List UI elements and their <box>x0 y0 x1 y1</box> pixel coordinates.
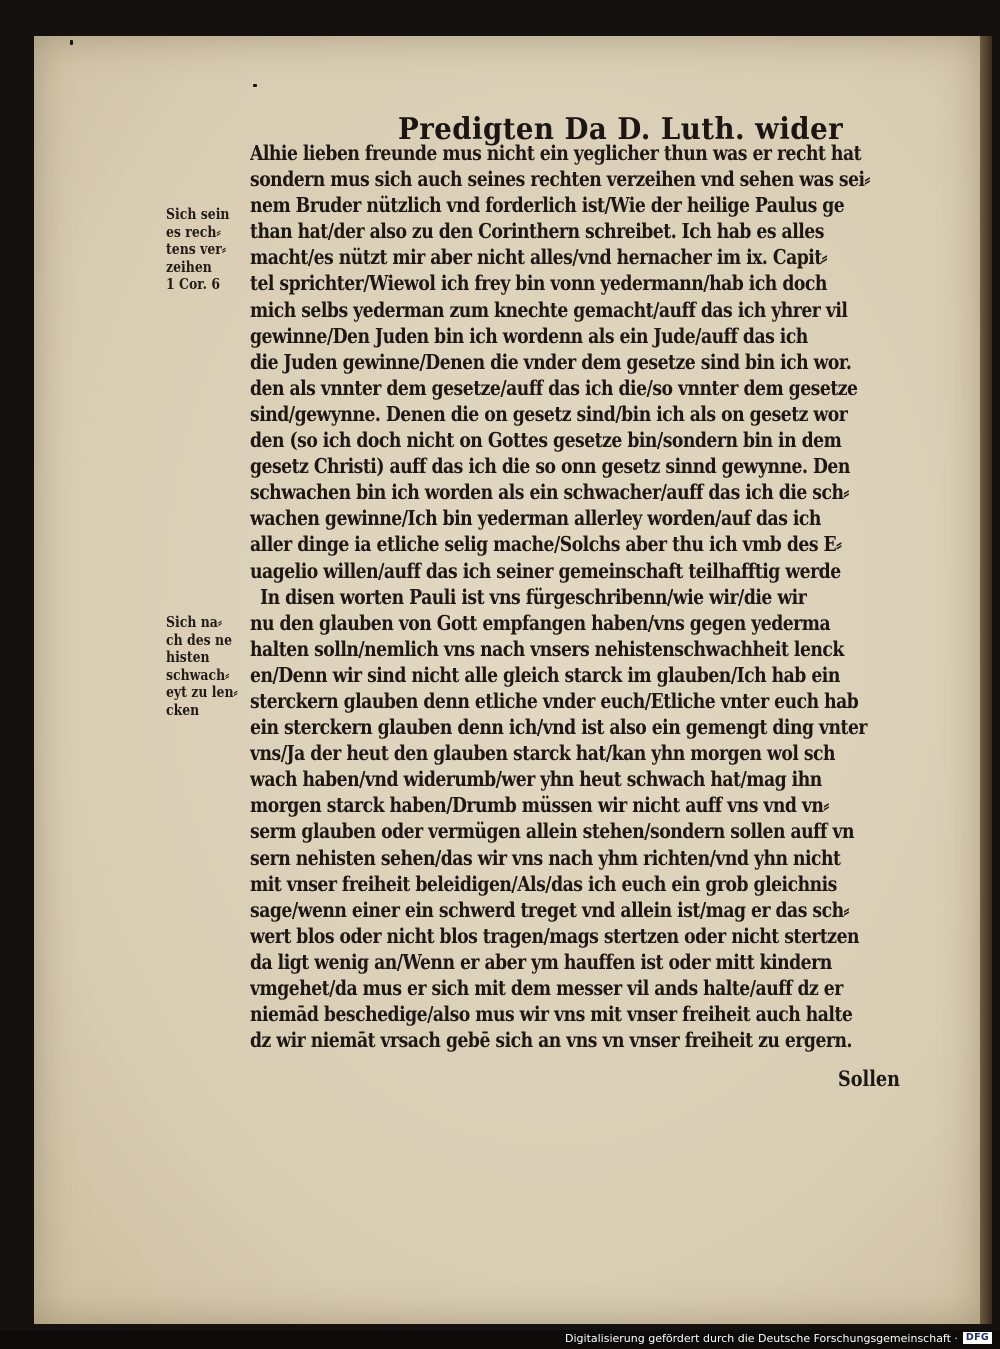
marginal-line: eyt zu len⸗ <box>166 684 238 701</box>
running-head: Predigten Da D. Luth. wider <box>398 112 844 147</box>
text-line: uagelio willen/auff das ich seiner gemeinschaft teilhafftig werde <box>250 558 841 583</box>
text-line: nu den glauben von Gott empfangen haben/vns gegen yederma <box>250 610 831 635</box>
text-line: In disen worten Pauli ist vns fürgeschribenn/wie wir/die wir <box>260 584 807 609</box>
text-line: macht/es nützt mir aber nicht alles/vnd hernacher im ix. Capit⸗ <box>250 245 828 270</box>
marginal-line: zeihen <box>166 258 212 276</box>
text-line: tel sprichter/Wiewol ich frey bin vonn yedermann/hab ich doch <box>250 271 827 296</box>
main-text-block <box>250 140 915 1053</box>
text-line: aller dinge ia etliche selig mache/Solchs aber thu ich vmb des E⸗ <box>250 532 842 557</box>
dfg-logo: DFG <box>963 1332 992 1344</box>
funding-credit: Digitalisierung gefördert durch die Deutsche Forschungsgemeinschaft · <box>565 1331 958 1345</box>
marginal-line: Sich na⸗ <box>166 614 223 631</box>
text-line: vns/Ja der heut den glauben starck hat/kan yhn morgen wol sch <box>250 741 836 766</box>
marginal-line: tens ver⸗ <box>166 241 227 258</box>
page-edge <box>980 36 992 1324</box>
text-line: da ligt wenig an/Wenn er aber ym hauffen ist oder mitt kindern <box>250 949 832 974</box>
text-line: gewinne/Den Juden bin ich wordenn als ein Jude/auff das ich <box>250 323 808 348</box>
ink-speck <box>253 84 257 87</box>
text-line: mich selbs yederman zum knechte gemacht/auff das ich yhrer vil <box>250 297 848 322</box>
text-line: wert blos oder nicht blos tragen/mags stertzen oder nicht stertzen <box>250 923 860 948</box>
marginal-line: ch des ne <box>166 631 233 649</box>
catchword: Sollen <box>838 1066 900 1091</box>
marginal-line: es rech⸗ <box>166 223 221 241</box>
marginal-line: Sich sein <box>166 206 230 223</box>
text-line: niemād beschedige/also mus wir vns mit vnser freiheit auch halte <box>250 1002 853 1027</box>
text-line: sondern mus sich auch seines rechten verzeihen vnd sehen was sei⸗ <box>250 167 870 192</box>
marginal-line: 1 Cor. 6 <box>166 276 221 293</box>
text-line: den als vnnter dem gesetze/auff das ich die/so vnnter dem gesetze <box>250 375 858 400</box>
text-line: than hat/der also zu den Corinthern schreibet. Ich hab es alles <box>250 219 824 244</box>
text-line: die Juden gewinne/Denen die vnder dem gesetze sind bin ich wor. <box>250 349 852 374</box>
text-line: serm glauben oder vermügen allein stehen/sondern sollen auff vn <box>250 819 854 844</box>
text-line: halten solln/nemlich vns nach vnsers nehistenschwachheit lenck <box>250 636 844 661</box>
marginal-note-1 <box>166 206 246 294</box>
text-line: den (so ich doch nicht on Gottes gesetze bin/sondern bin in dem <box>250 428 842 453</box>
marginal-line: cken <box>166 701 200 719</box>
text-line: mit vnser freiheit beleidigen/Als/das ich euch ein grob gleichnis <box>250 871 837 896</box>
text-line: sind/gewynne. Denen die on gesetz sind/bin ich als on gesetz wor <box>250 401 848 426</box>
text-line: ein sterckern glauben denn ich/vnd ist also ein gemengt ding vnter <box>250 715 867 740</box>
text-line: dz wir niemāt vrsach gebē sich an vns vn vnser freiheit zu ergern. <box>250 1028 852 1053</box>
ink-speck <box>70 40 73 45</box>
text-line: wach haben/vnd widerumb/wer yhn heut schwach hat/mag ihn <box>250 767 822 792</box>
text-line: gesetz Christi) auff das ich die so onn gesetz sinnd gewynne. Den <box>250 454 850 479</box>
text-line: vmgehet/da mus er sich mit dem messer vil ands halte/auff dz er <box>250 976 843 1000</box>
text-line: Alhie lieben freunde mus nicht ein yeglicher thun was er recht hat <box>250 141 862 165</box>
marginal-line: histen <box>166 649 210 666</box>
text-line: sage/wenn einer ein schwerd treget vnd allein ist/mag er das sch⸗ <box>250 897 849 922</box>
text-line: schwachen bin ich worden als ein schwacher/auff das ich die sch⸗ <box>250 480 849 505</box>
funding-footer <box>565 1331 992 1345</box>
text-line: morgen starck haben/Drumb müssen wir nicht auff vns vnd vn⸗ <box>250 793 829 818</box>
text-line: sern nehisten sehen/das wir vns nach yhm richten/vnd yhn nicht <box>250 845 841 870</box>
marginal-line: schwach⸗ <box>166 666 230 684</box>
text-line: wachen gewinne/Ich bin yederman allerley worden/auf das ich <box>250 506 821 531</box>
text-line: sterckern glauben denn etliche vnder euch/Etliche vnter euch hab <box>250 688 859 713</box>
text-line: nem Bruder nützlich vnd forderlich ist/Wie der heilige Paulus ge <box>250 193 845 218</box>
text-line: en/Denn wir sind nicht alle gleich starck im glauben/Ich hab ein <box>250 662 840 687</box>
marginal-note-2 <box>166 614 246 719</box>
